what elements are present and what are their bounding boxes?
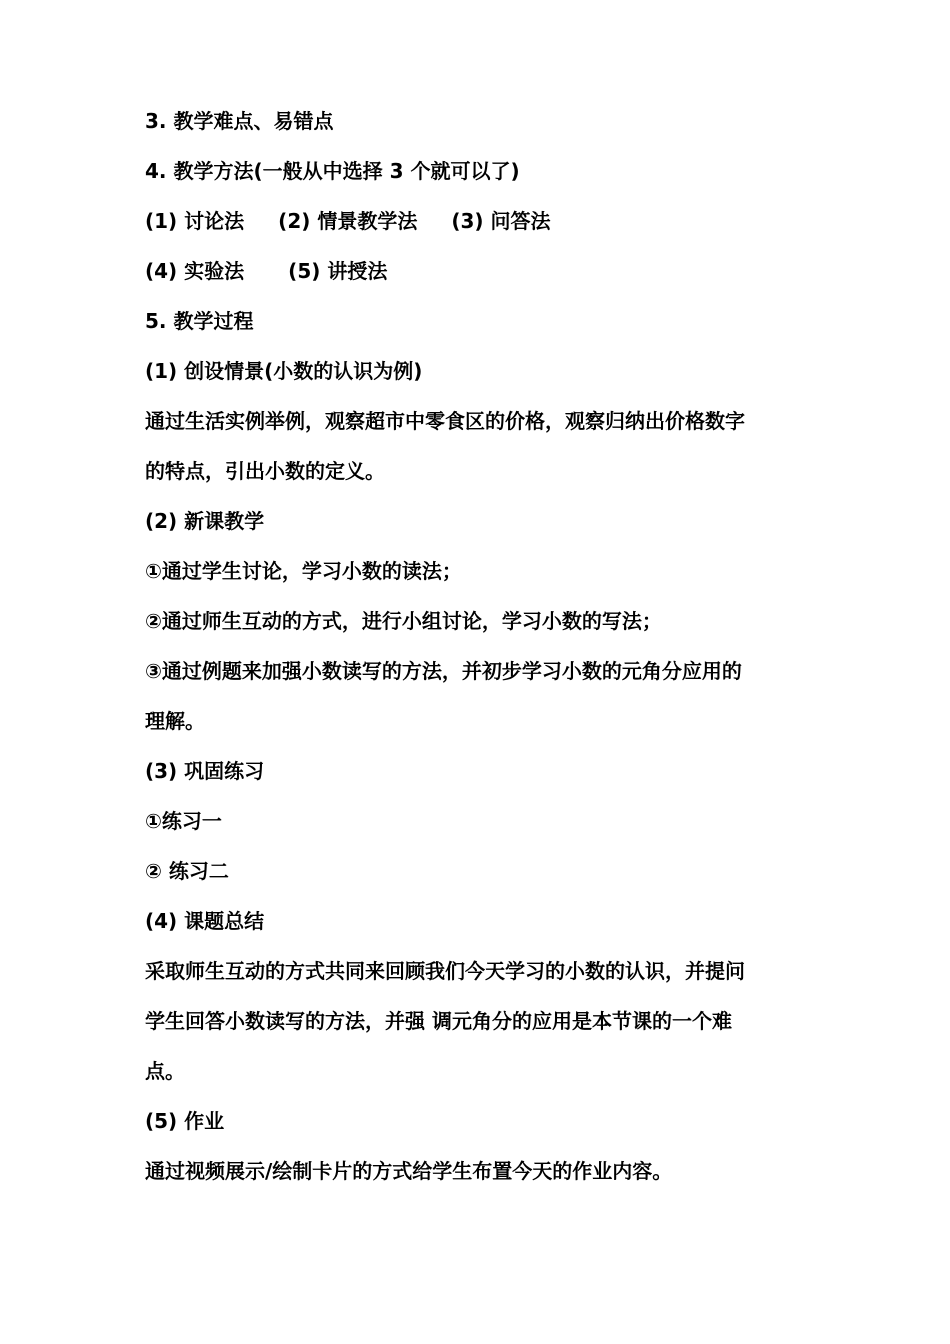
methods-row-1	[145, 208, 825, 234]
paragraph-homework: 通过视频展示/绘制卡片的方式给学生布置今天的作业内容。	[145, 1159, 673, 1183]
new-lesson-item-2: ②通过师生互动的方式，进行小组讨论，学习小数的写法；	[145, 609, 662, 633]
heading-teaching-difficulties: 3. 教学难点、易错点	[145, 109, 334, 133]
paragraph-summary-line-2: 学生回答小数读写的方法，并强 调元角分的应用是本节课的一个难	[145, 1009, 732, 1033]
paragraph-scenario-line-2: 的特点，引出小数的定义。	[145, 459, 385, 483]
subheading-summary: (4) 课题总结	[145, 909, 265, 933]
subheading-new-lesson: (2) 新课教学	[145, 509, 265, 533]
new-lesson-item-3-line-2: 理解。	[145, 709, 205, 733]
methods-row-2	[145, 258, 825, 284]
practice-item-1: ①练习一	[145, 809, 222, 833]
heading-teaching-process: 5. 教学过程	[145, 309, 254, 333]
heading-teaching-methods: 4. 教学方法(一般从中选择 3 个就可以了)	[145, 159, 520, 183]
paragraph-summary-line-1: 采取师生互动的方式共同来回顾我们今天学习的小数的认识，并提问	[145, 959, 745, 983]
paragraph-summary-line-3: 点。	[145, 1059, 185, 1083]
method-qa: (3) 问答法	[451, 209, 551, 233]
subheading-practice: (3) 巩固练习	[145, 759, 265, 783]
practice-item-2: ② 练习二	[145, 859, 229, 883]
new-lesson-item-1: ①通过学生讨论，学习小数的读法；	[145, 559, 462, 583]
method-situational: (2) 情景教学法	[278, 209, 418, 233]
new-lesson-item-3-line-1: ③通过例题来加强小数读写的方法，并初步学习小数的元角分应用的	[145, 659, 742, 683]
subheading-homework: (5) 作业	[145, 1109, 225, 1133]
method-lecture: (5) 讲授法	[288, 259, 388, 283]
method-discussion: (1) 讨论法	[145, 209, 245, 233]
subheading-create-scenario: (1) 创设情景(小数的认识为例)	[145, 359, 423, 383]
method-experiment: (4) 实验法	[145, 259, 245, 283]
paragraph-scenario-line-1: 通过生活实例举例，观察超市中零食区的价格，观察归纳出价格数字	[145, 409, 745, 433]
